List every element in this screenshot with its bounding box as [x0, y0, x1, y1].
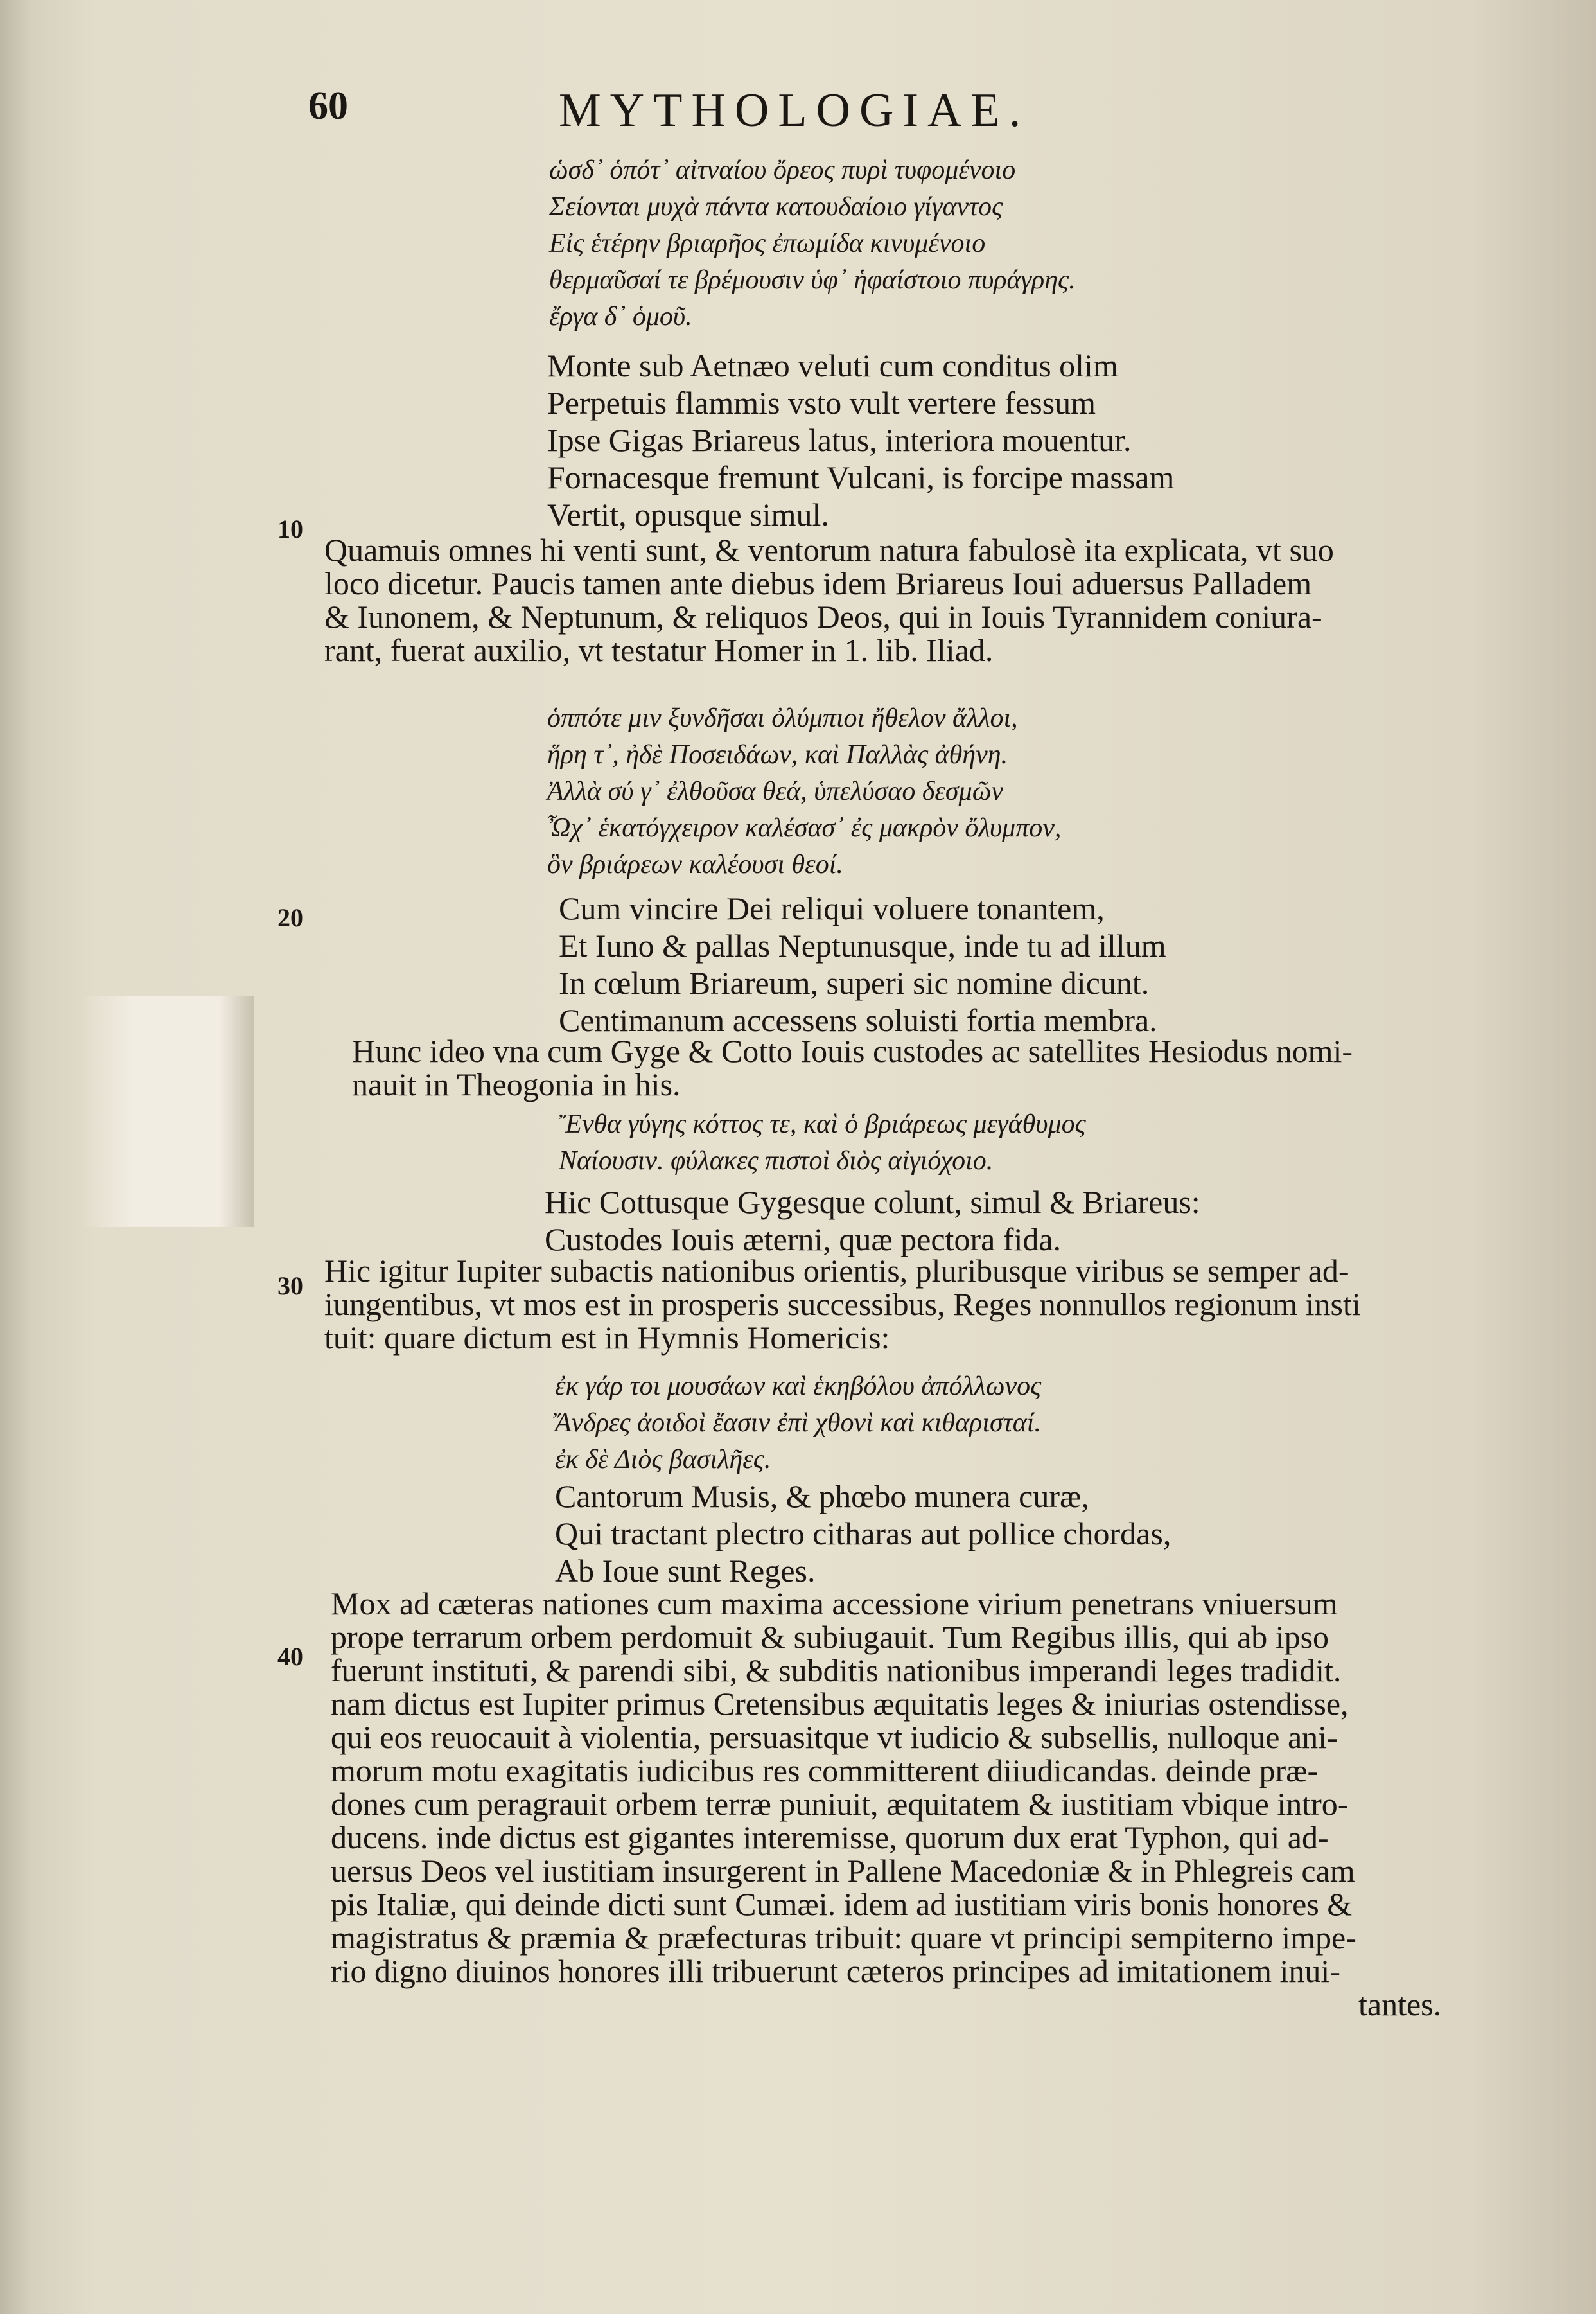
prose-line: nam dictus est Iupiter primus Cretensibus æquitatis leges & iniurias ostendisse,	[331, 1686, 1349, 1722]
latin-verse-1	[547, 347, 1174, 533]
prose-paragraph-4	[331, 1587, 1441, 2021]
verse-line: Σείονται μυχὰ πάντα κατουδαίοιο γίγαντος	[549, 192, 1003, 222]
line-number-20: 20	[277, 903, 303, 932]
prose-line: rant, fuerat auxilio, vt testatur Homer in 1. lib. Iliad.	[324, 632, 994, 668]
prose-line: nauit in Theogonia in his.	[352, 1066, 681, 1102]
verse-line: ὡσδ᾽ ὁπότ᾽ αἰτναίου ὄρεος πυρὶ τυφομένοιο	[549, 155, 1016, 185]
verse-line: Εἰς ἑτέρην βριαρῆος ἐπωμίδα κινυμένοιο	[549, 229, 986, 258]
prose-line: Mox ad cæteras nationes cum maxima accessione virium penetrans vniuersum	[331, 1585, 1338, 1621]
verse-line: Ναίουσιν. φύλακες πιστοὶ διὸς αἰγιόχοιο.	[559, 1146, 994, 1176]
latin-verse-4	[555, 1478, 1171, 1589]
prose-line: Hic igitur Iupiter subactis nationibus orientis, pluribusque viribus se semper ad-	[324, 1253, 1349, 1289]
verse-line: Fornacesque fremunt Vulcani, is forcipe massam	[547, 459, 1175, 495]
line-number-30: 30	[277, 1271, 303, 1300]
prose-line: uersus Deos vel iustitiam insurgerent in Pallene Macedoniæ & in Phlegreis cam	[331, 1853, 1355, 1889]
prose-paragraph-2	[352, 1034, 1353, 1101]
prose-line: rio digno diuinos honores illi tribuerunt cæteros principes ad imitationem inui-	[331, 1953, 1340, 1989]
verse-line: In cœlum Briareum, superi sic nomine dicunt.	[559, 965, 1150, 1001]
latin-verse-3	[545, 1183, 1200, 1258]
running-head: MYTHOLOGIAE.	[559, 84, 1030, 137]
prose-line: tuit: quare dictum est in Hymnis Homericis:	[324, 1320, 890, 1356]
verse-line: Ἀλλὰ σύ γ᾽ ἐλθοῦσα θεά, ὑπελύσαο δεσμῶν	[547, 777, 1004, 806]
prose-line: loco dicetur. Paucis tamen ante diebus idem Briareus Ioui aduersus Palladem	[324, 565, 1312, 601]
verse-line: θερμαῦσαί τε βρέμουσιν ὑφ᾽ ἡφαίστοιο πυράγρης.	[549, 265, 1076, 295]
line-number-40: 40	[277, 1642, 303, 1671]
line-number-10: 10	[277, 515, 303, 543]
verse-line: Custodes Iouis æterni, quæ pectora fida.	[545, 1221, 1062, 1257]
verse-line: ἐκ γάρ τοι μουσάων καὶ ἑκηβόλου ἀπόλλωνος	[555, 1372, 1042, 1401]
verse-line: ὃν βριάρεων καλέουσι θεοί.	[547, 850, 843, 879]
prose-line: morum motu exagitatis iudicibus res committerent diiudicandas. deinde præ-	[331, 1753, 1319, 1788]
prose-line-catchword: tantes.	[1358, 1986, 1442, 2022]
page-header	[308, 84, 1310, 141]
verse-line: Ὦχ᾽ ἑκατόγχειρον καλέσασ᾽ ἐς μακρὸν ὄλυμπον,	[547, 813, 1062, 843]
verse-line: ἥρη τ᾽, ἠδὲ Ποσειδάων, καὶ Παλλὰς ἀθήνη.	[547, 740, 1008, 770]
verse-line: Vertit, opusque simul.	[547, 497, 829, 533]
verse-line: Centimanum accessens soluisti fortia membra.	[559, 1002, 1157, 1038]
verse-line: Hic Cottusque Gygesque colunt, simul & Briareus:	[545, 1184, 1200, 1220]
verse-line: Ipse Gigas Briareus latus, interiora mouentur.	[547, 422, 1132, 458]
greek-verse-1	[549, 152, 1076, 335]
prose-paragraph-1	[324, 533, 1334, 667]
show-through-text	[1169, 116, 1567, 1786]
prose-line: prope terrarum orbem perdomuit & subiugauit. Tum Regibus illis, qui ab ipso	[331, 1619, 1329, 1655]
verse-line: Cum vincire Dei reliqui voluere tonantem,	[559, 890, 1105, 926]
prose-line: ducens. inde dictus est gigantes interemisse, quorum dux erat Typhon, qui ad-	[331, 1819, 1329, 1855]
prose-line: Hunc ideo vna cum Gyge & Cotto Iouis custodes ac satellites Hesiodus nomi-	[352, 1033, 1353, 1069]
verse-line: Perpetuis flammis vsto vult vertere fessum	[547, 385, 1096, 421]
latin-verse-2	[559, 890, 1166, 1039]
prose-paragraph-3	[324, 1254, 1361, 1354]
page-number: 60	[308, 84, 348, 128]
verse-line: ὁππότε μιν ξυνδῆσαι ὀλύμπιοι ἤθελον ἄλλοι,	[547, 703, 1018, 733]
prose-line: pis Italiæ, qui deinde dicti sunt Cumæi. idem ad iustitiam viris bonis honores &	[331, 1886, 1353, 1922]
verse-line: ἔργα δ᾽ ὁμοῦ.	[549, 302, 692, 331]
verse-line: Ἄνδρες ἀοιδοὶ ἔασιν ἐπὶ χθονὶ καὶ κιθαρισταί.	[555, 1408, 1041, 1438]
verse-line: Cantorum Musis, & phœbo munera curæ,	[555, 1478, 1089, 1514]
verse-line: Monte sub Aetnæo veluti cum conditus olim	[547, 348, 1118, 384]
greek-verse-3	[559, 1106, 1086, 1179]
prose-line: & Iunonem, & Neptunum, & reliquos Deos, qui in Iouis Tyrannidem coniura-	[324, 599, 1322, 635]
greek-verse-2	[547, 700, 1061, 883]
prose-line: magistratus & præmia & præfecturas tribuit: quare vt principi sempiterno impe-	[331, 1920, 1356, 1956]
verse-line: Et Iuno & pallas Neptunusque, inde tu ad illum	[559, 928, 1166, 964]
verse-line: Ἔνθα γύγης κόττος τε, καὶ ὁ βριάρεως μεγάθυμος	[559, 1109, 1086, 1139]
prose-line: dones cum peragrauit orbem terræ puniuit, æquitatem & iustitiam vbique intro-	[331, 1786, 1349, 1822]
prose-line: qui eos reuocauit à violentia, persuasitque vt iudicio & subsellis, nulloque ani-	[331, 1719, 1338, 1755]
prose-line: fuerunt instituti, & parendi sibi, & subditis nationibus imperandi leges tradidit.	[331, 1652, 1342, 1688]
verse-line: ἐκ δὲ Διὸς βασιλῆες.	[555, 1445, 771, 1474]
greek-verse-4	[555, 1368, 1041, 1478]
prose-line: Quamuis omnes hi venti sunt, & ventorum natura fabulosè ita explicata, vt suo	[324, 532, 1334, 568]
verse-line: Qui tractant plectro citharas aut pollice chordas,	[555, 1515, 1171, 1551]
paper-stain	[80, 996, 254, 1227]
prose-line: iungentibus, vt mos est in prosperis successibus, Reges nonnullos regionum insti	[324, 1286, 1361, 1322]
verse-line: Ab Ioue sunt Reges.	[555, 1553, 816, 1589]
